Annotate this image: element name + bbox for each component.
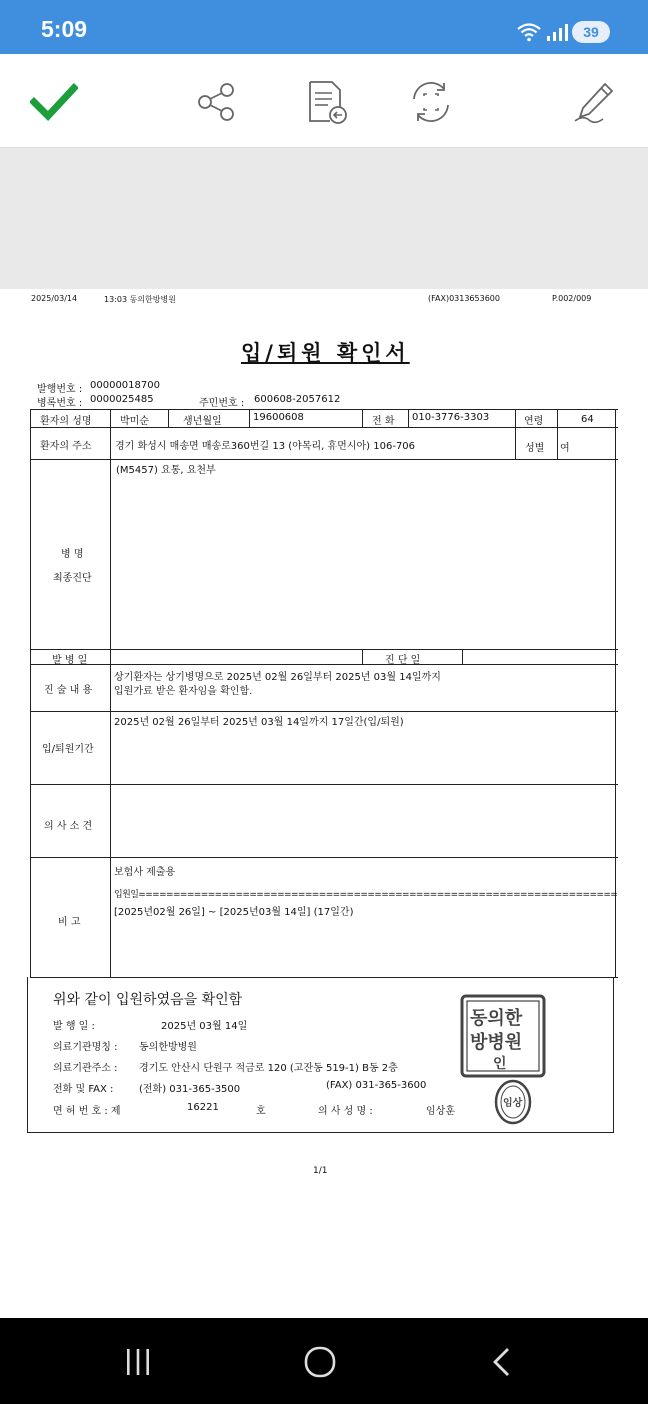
svg-text:동의한: 동의한 <box>470 1008 523 1029</box>
home-button[interactable] <box>300 1342 340 1382</box>
checkmark-icon <box>30 82 78 122</box>
svg-text:인: 인 <box>493 1056 507 1072</box>
fax-page: P.002/009 <box>552 294 592 303</box>
birth-value: 19600608 <box>253 412 304 423</box>
remark-line-2: 입원일===================================================================== <box>114 890 618 900</box>
remark-label: 비 고 <box>58 917 81 928</box>
sign-button[interactable] <box>568 76 620 128</box>
status-icons <box>516 20 610 44</box>
share-button[interactable] <box>190 76 242 128</box>
rotate-button[interactable] <box>405 76 457 128</box>
opinion-label: 의 사 소 견 <box>44 821 93 832</box>
record-no: 0000025485 <box>90 394 154 405</box>
resident-no-label: 주민번호 : <box>199 398 245 409</box>
record-no-label: 병록번호 : <box>37 398 83 409</box>
birth-label: 생년월일 <box>183 416 222 427</box>
age-value: 64 <box>581 414 594 425</box>
resident-no: 600608-2057612 <box>254 394 341 405</box>
statement-line-1: 상기환자는 상기병명으로 2025년 02월 26일부터 2025년 03월 14일까지 <box>114 672 441 683</box>
diagnosis-value: (M5457) 요통, 요천부 <box>116 465 216 476</box>
license-suffix: 호 <box>256 1106 266 1117</box>
toolbar <box>0 54 648 148</box>
institution-phone: (전화) 031-365-3500 <box>139 1084 241 1095</box>
battery-badge: 39 <box>572 21 610 43</box>
document-icon <box>304 79 348 125</box>
institution-fax: (FAX) 031-365-3600 <box>326 1080 427 1091</box>
issue-no: 00000018700 <box>90 380 160 391</box>
license-number: 16221 <box>187 1102 219 1113</box>
gender-label: 성별 <box>525 443 545 454</box>
period-value: 2025년 02월 26일부터 2025년 03월 14일까지 17일간(입/퇴원) <box>114 717 404 728</box>
statement-line-2: 입원가료 받은 환자임을 확인함. <box>114 686 253 697</box>
navigation-bar <box>0 1318 648 1404</box>
phone-value: 010-3776-3303 <box>412 412 490 423</box>
confirm-button[interactable] <box>28 76 80 128</box>
doctor-seal-icon <box>494 1079 532 1125</box>
pen-icon <box>571 79 617 125</box>
diagnosis-label: 병 명 <box>61 549 84 560</box>
recents-icon <box>121 1345 155 1379</box>
license-label: 면 허 번 호 : 제 <box>53 1106 121 1117</box>
document-page[interactable] <box>0 289 648 1325</box>
gender-value: 여 <box>560 443 570 454</box>
document-title: 입/퇴원 확인서 <box>241 341 410 365</box>
onset-label: 발 병 일 <box>52 655 88 666</box>
document-button[interactable] <box>300 76 352 128</box>
wifi-icon <box>516 22 542 42</box>
patient-name-label: 환자의 성명 <box>40 416 92 427</box>
status-bar <box>0 0 648 54</box>
age-label: 연령 <box>524 416 544 427</box>
home-icon <box>302 1344 338 1380</box>
issue-date: 2025년 03월 14일 <box>161 1021 248 1032</box>
diagnosis-date-label: 진 단 일 <box>385 655 421 666</box>
confirm-text: 위와 같이 입원하였음을 확인함 <box>53 992 243 1008</box>
patient-name: 박미순 <box>120 416 149 427</box>
status-time: 5:09 <box>41 16 88 42</box>
institution-address: 경기도 안산시 단원구 적금로 120 (고잔동 519-1) B동 2층 <box>139 1063 398 1074</box>
remark-line-1: 보험사 제출용 <box>114 867 176 878</box>
remark-line-3: [2025년02월 26일] ~ [2025년03월 14일] (17일간) <box>114 907 354 918</box>
issue-date-label: 발 행 일 : <box>53 1021 95 1032</box>
back-icon <box>485 1345 519 1379</box>
svg-text:임상: 임상 <box>503 1098 523 1109</box>
hospital-seal-icon <box>460 994 546 1078</box>
doctor-name-label: 의 사 성 명 : <box>318 1106 373 1117</box>
address-value: 경기 화성시 매송면 매송로360번길 13 (야목리, 휴먼시아) 106-706 <box>115 441 416 452</box>
institution-address-label: 의료기관주소 : <box>53 1063 118 1074</box>
period-label: 입/퇴원기간 <box>42 744 94 755</box>
address-label: 환자의 주소 <box>40 441 92 452</box>
doctor-name: 임상훈 <box>426 1106 455 1117</box>
fax-date: 2025/03/14 <box>31 294 78 303</box>
page-number: 1/1 <box>313 1166 328 1176</box>
final-diagnosis-label: 최종진단 <box>53 573 92 584</box>
back-button[interactable] <box>482 1342 522 1382</box>
rotate-icon <box>408 79 454 125</box>
phone-fax-label: 전화 및 FAX : <box>53 1084 114 1095</box>
fax-time-sender: 13:03 동의한방병원 <box>104 295 176 304</box>
institution-name-label: 의료기관명칭 : <box>53 1042 118 1053</box>
fax-number: (FAX)0313653600 <box>428 294 500 303</box>
document-viewer[interactable] <box>0 148 648 1318</box>
institution-name: 동의한방병원 <box>139 1042 197 1053</box>
svg-text:방병원: 방병원 <box>470 1032 523 1053</box>
share-icon <box>194 80 238 124</box>
phone-label: 전 화 <box>372 416 395 427</box>
recents-button[interactable] <box>118 1342 158 1382</box>
issue-no-label: 발행번호 : <box>37 384 83 395</box>
signal-icon <box>546 22 568 42</box>
statement-label: 진 술 내 용 <box>44 685 93 696</box>
